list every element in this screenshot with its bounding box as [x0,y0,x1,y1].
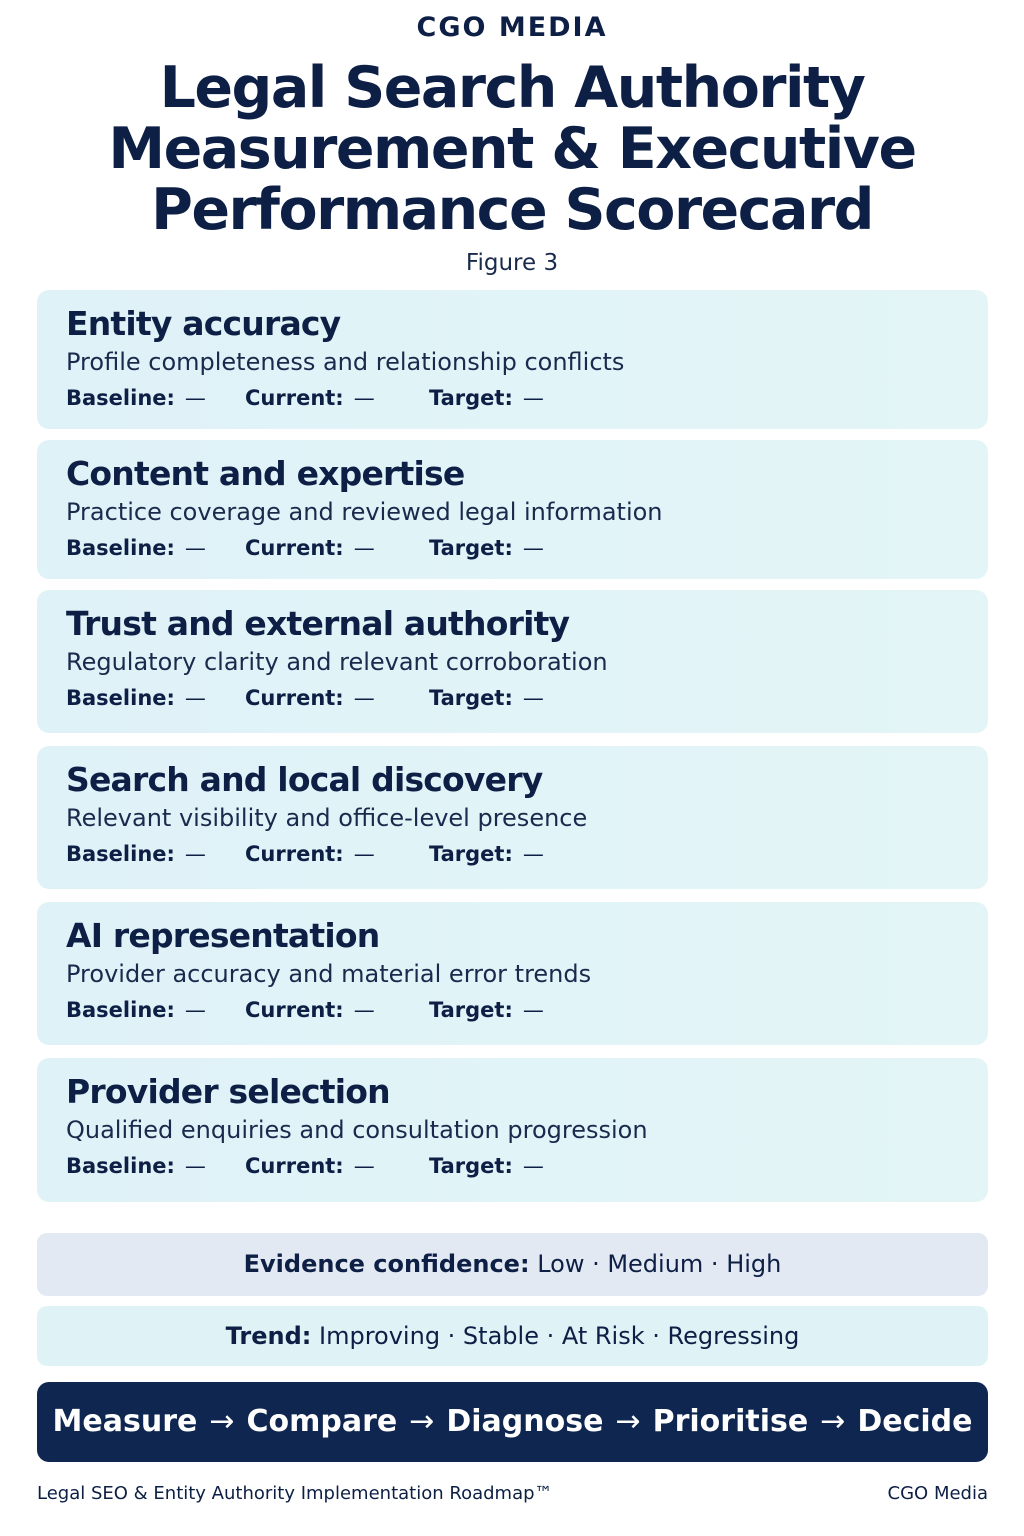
target-label: Target: [429,536,513,560]
target-metric [429,386,544,410]
process-step-measure: Measure [52,1404,198,1439]
baseline-metric [66,686,206,710]
baseline-label: Baseline: [66,536,175,560]
card-description: Profile completeness and relationship conflicts [66,348,625,376]
baseline-metric [66,386,206,410]
current-label: Current: [245,686,344,710]
current-value: — [353,1154,375,1178]
baseline-metric [66,536,206,560]
footer-roadmap-label: Legal SEO & Entity Authority Implementation Roadmap™ [37,1483,553,1504]
current-label: Current: [245,386,344,410]
target-metric [429,1154,544,1178]
arrow-right-icon: → [820,1404,846,1439]
evidence-confidence-values: Low · Medium · High [537,1250,782,1278]
baseline-label: Baseline: [66,998,175,1022]
current-value: — [353,386,375,410]
card-title: Search and local discovery [66,760,543,799]
target-metric [429,686,544,710]
target-label: Target: [429,842,513,866]
target-label: Target: [429,1154,513,1178]
trend-label: Trend: [225,1322,312,1350]
current-label: Current: [245,842,344,866]
scorecard-card-entity-accuracy [37,290,988,429]
baseline-value: — [184,842,206,866]
card-description: Relevant visibility and office-level presence [66,804,588,832]
process-step-prioritise: Prioritise [652,1404,809,1439]
current-value: — [353,686,375,710]
card-title: Content and expertise [66,454,465,493]
card-title: Provider selection [66,1072,390,1111]
baseline-value: — [184,1154,206,1178]
arrow-right-icon: → [409,1404,435,1439]
current-value: — [353,842,375,866]
trend-values: Improving · Stable · At Risk · Regressing [319,1322,800,1350]
scorecard-card-provider-selection [37,1058,988,1202]
figure-label: Figure 3 [465,250,559,276]
arrow-right-icon: → [615,1404,641,1439]
target-value: — [522,842,544,866]
card-description: Qualified enquiries and consultation progression [66,1116,648,1144]
target-value: — [522,386,544,410]
card-description: Regulatory clarity and relevant corroboration [66,648,608,676]
card-description: Practice coverage and reviewed legal information [66,498,663,526]
target-value: — [522,998,544,1022]
current-label: Current: [245,536,344,560]
baseline-metric [66,842,206,866]
target-label: Target: [429,386,513,410]
evidence-confidence-label: Evidence confidence: [243,1250,530,1278]
baseline-metric [66,998,206,1022]
target-metric [429,536,544,560]
target-value: — [522,686,544,710]
baseline-label: Baseline: [66,686,175,710]
current-metric [245,842,375,866]
target-label: Target: [429,686,513,710]
scorecard-card-content-expertise [37,440,988,579]
target-label: Target: [429,998,513,1022]
target-metric [429,842,544,866]
baseline-label: Baseline: [66,1154,175,1178]
card-title: Trust and external authority [66,604,570,643]
card-description: Provider accuracy and material error trends [66,960,592,988]
scorecard-card-trust-authority [37,590,988,733]
baseline-metric [66,1154,206,1178]
brand-label: CGO MEDIA [416,12,608,43]
baseline-label: Baseline: [66,386,175,410]
baseline-value: — [184,536,206,560]
trend-legend [37,1306,988,1366]
evidence-confidence-legend [37,1233,988,1296]
current-metric [245,998,375,1022]
current-value: — [353,998,375,1022]
baseline-label: Baseline: [66,842,175,866]
current-value: — [353,536,375,560]
baseline-value: — [184,386,206,410]
process-step-decide: Decide [857,1404,973,1439]
current-metric [245,386,375,410]
process-step-diagnose: Diagnose [446,1404,604,1439]
arrow-right-icon: → [209,1404,235,1439]
current-metric [245,1154,375,1178]
current-label: Current: [245,998,344,1022]
page-title: Legal Search Authority Measurement & Executive Performance Scorecard [108,55,916,243]
target-metric [429,998,544,1022]
target-value: — [522,536,544,560]
target-value: — [522,1154,544,1178]
baseline-value: — [184,998,206,1022]
baseline-value: — [184,686,206,710]
card-title: AI representation [66,916,380,955]
scorecard-card-search-local [37,746,988,889]
current-metric [245,686,375,710]
process-flow-bar [37,1382,988,1462]
scorecard-card-ai-representation [37,902,988,1045]
current-label: Current: [245,1154,344,1178]
current-metric [245,536,375,560]
footer-brand: CGO Media [887,1483,988,1504]
card-title: Entity accuracy [66,304,341,343]
process-step-compare: Compare [246,1404,398,1439]
